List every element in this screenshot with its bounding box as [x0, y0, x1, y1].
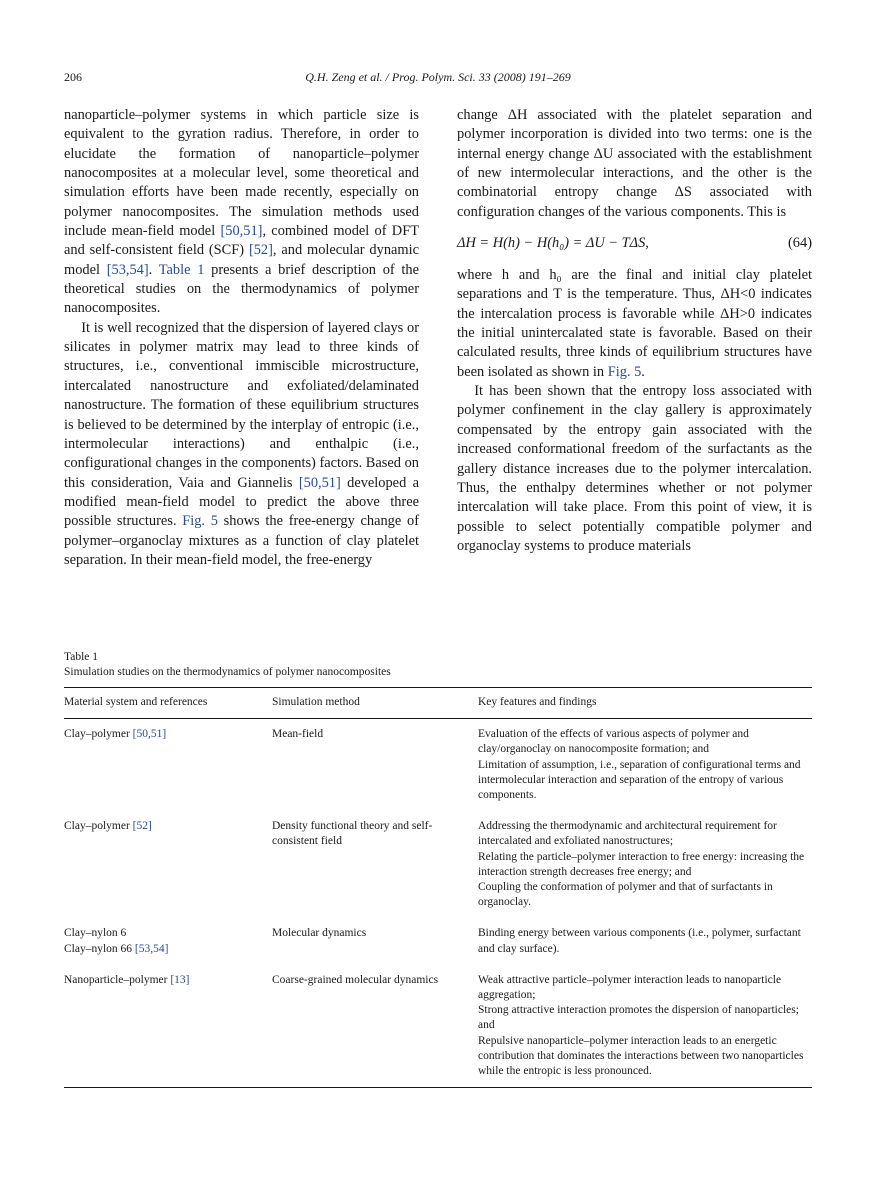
page-number: 206	[64, 70, 82, 84]
cell-method: Density functional theory and self-consistent field	[272, 820, 433, 848]
table-label: Table 1	[64, 651, 99, 663]
table-title: Simulation studies on the thermodynamics of polymer nanocomposites	[64, 666, 391, 678]
cell-findings	[478, 926, 812, 956]
text: Clay–polymer	[64, 820, 133, 833]
header-findings: Key features and findings	[478, 696, 597, 708]
citation-link[interactable]: [53,54]	[106, 261, 149, 278]
text: Nanoparticle–polymer	[64, 973, 171, 986]
header-material: Material system and references	[64, 696, 208, 708]
text: Clay–nylon 66	[64, 942, 135, 955]
text: , combined model of DFT and self-consistent field (SCF)	[64, 223, 419, 259]
finding-item: Evaluation of the effects of various aspects of polymer and clay/organoclay on nanocomposite formation; and	[478, 728, 749, 756]
text: .	[148, 261, 159, 278]
text: shows the free-energy change of polymer–organoclay mixtures as a function of clay platelet separation. In their mean-field model, the free-energy	[64, 513, 419, 568]
cell-findings	[478, 727, 812, 803]
cell-method: Mean-field	[272, 728, 324, 741]
finding-item: Relating the particle–polymer interaction to free energy: increasing the interaction strength decreases free energy; and	[478, 850, 805, 878]
text: , and molecular dynamic model	[64, 242, 419, 278]
cell-method: Molecular dynamics	[272, 927, 367, 940]
text: developed a modified mean-field model to predict the above three possible structures.	[64, 474, 419, 530]
finding-item: Addressing the thermodynamic and architectural requirement for intercalated and exfoliated nanostructures;	[478, 820, 777, 848]
figure-link[interactable]: Fig. 5	[607, 363, 642, 380]
cell-material	[64, 973, 272, 1079]
text	[64, 942, 272, 957]
citation-link[interactable]: [52]	[132, 820, 152, 833]
right-paragraph-2	[457, 266, 812, 382]
equation-number: (64)	[788, 235, 812, 252]
finding-item: Limitation of assumption, i.e., separation of configurational terms and intermolecular interaction and separation of the entropy of various components.	[478, 758, 801, 802]
cell-findings	[478, 973, 812, 1079]
right-column	[457, 106, 812, 556]
finding-item: Repulsive nanoparticle–polymer interaction leads to an energetic contribution that dominates the interactions between two nanoparticles while the entropic is less pronounced.	[478, 1034, 804, 1078]
table-row	[64, 918, 812, 964]
cell-material	[64, 819, 272, 910]
text: where h and h₀ are the final and initial clay platelet separations and T is the temperature. Thus, ΔH<0 indicates the intercalation process is favorable while ΔH>0 indicates the initial unintercalated state is favorable. Based on their calculated results, three kinds of equilibrium structures have been isolated as shown in	[457, 267, 812, 380]
equation-64	[457, 222, 812, 266]
text: nanoparticle–polymer systems in which particle size is equivalent to the gyration radius. Therefore, in order to elucidate the formation of nanoparticle–polymer nanocomposites at a molecular level, some theoretical and simulation efforts have been made recently, especially on polymer nanocomposites. The simulation methods used include mean-field model	[64, 107, 419, 240]
table-caption	[64, 650, 812, 680]
citation-link[interactable]: [50,51]	[220, 223, 263, 240]
citation-link[interactable]: [50,51]	[132, 728, 167, 741]
left-column	[64, 106, 419, 570]
citation-link[interactable]: [53,54]	[134, 942, 169, 955]
header-method: Simulation method	[272, 696, 360, 708]
page-header	[64, 70, 812, 86]
text: .	[641, 363, 645, 380]
table-link[interactable]: Table 1	[158, 261, 205, 278]
cell-method: Coarse-grained molecular dynamics	[272, 973, 439, 986]
citation-link[interactable]: [13]	[170, 973, 190, 986]
text: It is well recognized that the dispersion of layered clays or silicates in polymer matrix may lead to three kinds of structures, i.e., conventional immiscible microstructure, intercalated nanostructure and exfoliated/delaminated nanostructure. The formation of these equilibrium structures is believed to be determined by the interplay of entropic (i.e., intermolecular interactions) and enthalpic (i.e., configurational changes in the components) factors. Based on this consideration, Vaia and Giannelis	[64, 319, 419, 491]
finding-item: Weak attractive particle–polymer interaction leads to nanoparticle aggregation;	[478, 973, 782, 1002]
table-row	[64, 965, 812, 1088]
text: presents a brief description of the theoretical studies on the thermodynamics of polymer nanocomposites.	[64, 261, 420, 317]
finding-item: Binding energy between various components (i.e., polymer, surfactant and clay surface).	[478, 927, 801, 955]
text: Clay–polymer	[64, 728, 133, 741]
simulation-table	[64, 687, 812, 1088]
citation-link[interactable]: [50,51]	[298, 474, 341, 491]
left-paragraph-2	[64, 319, 419, 570]
citation-link[interactable]: [52]	[248, 242, 273, 259]
running-head: Q.H. Zeng et al. / Prog. Polym. Sci. 33 (2008) 191–269	[305, 70, 571, 84]
left-paragraph-1	[64, 106, 419, 319]
cell-material	[64, 727, 272, 803]
table-row	[64, 811, 812, 918]
cell-findings	[478, 819, 812, 910]
finding-item: Coupling the conformation of polymer and that of surfactants in organoclay.	[478, 881, 773, 909]
right-paragraph-3: It has been shown that the entropy loss associated with polymer confinement in the clay gallery is approximately compensated by the entropy gain associated with the increased conformational freedom of the surfactants as the gallery distance increases due to the polymer intercalation. Thus, the enthalpy determines whether or not polymer intercalation will take place. From this point of view, it is possible to select potentially compatible polymer and organoclay systems to produce materials	[457, 383, 812, 554]
table-row	[64, 719, 812, 811]
equation-body: ΔH = H(h) − H(h₀) = ΔU − TΔS,	[457, 235, 649, 252]
figure-link[interactable]: Fig. 5	[182, 513, 218, 530]
cell-material	[64, 926, 272, 956]
table-header-row	[64, 687, 812, 719]
right-paragraph-1: change ΔH associated with the platelet separation and polymer incorporation is divided into two terms: one is the internal energy change ΔU associated with the establishment of new intermolecular interactions, and the other is the combinatorial entropy change ΔS associated with configuration changes of the various components. This is	[457, 107, 812, 220]
finding-item: Strong attractive interaction promotes the dispersion of nanoparticles; and	[478, 1004, 799, 1032]
text: Clay–nylon 6	[64, 927, 127, 940]
